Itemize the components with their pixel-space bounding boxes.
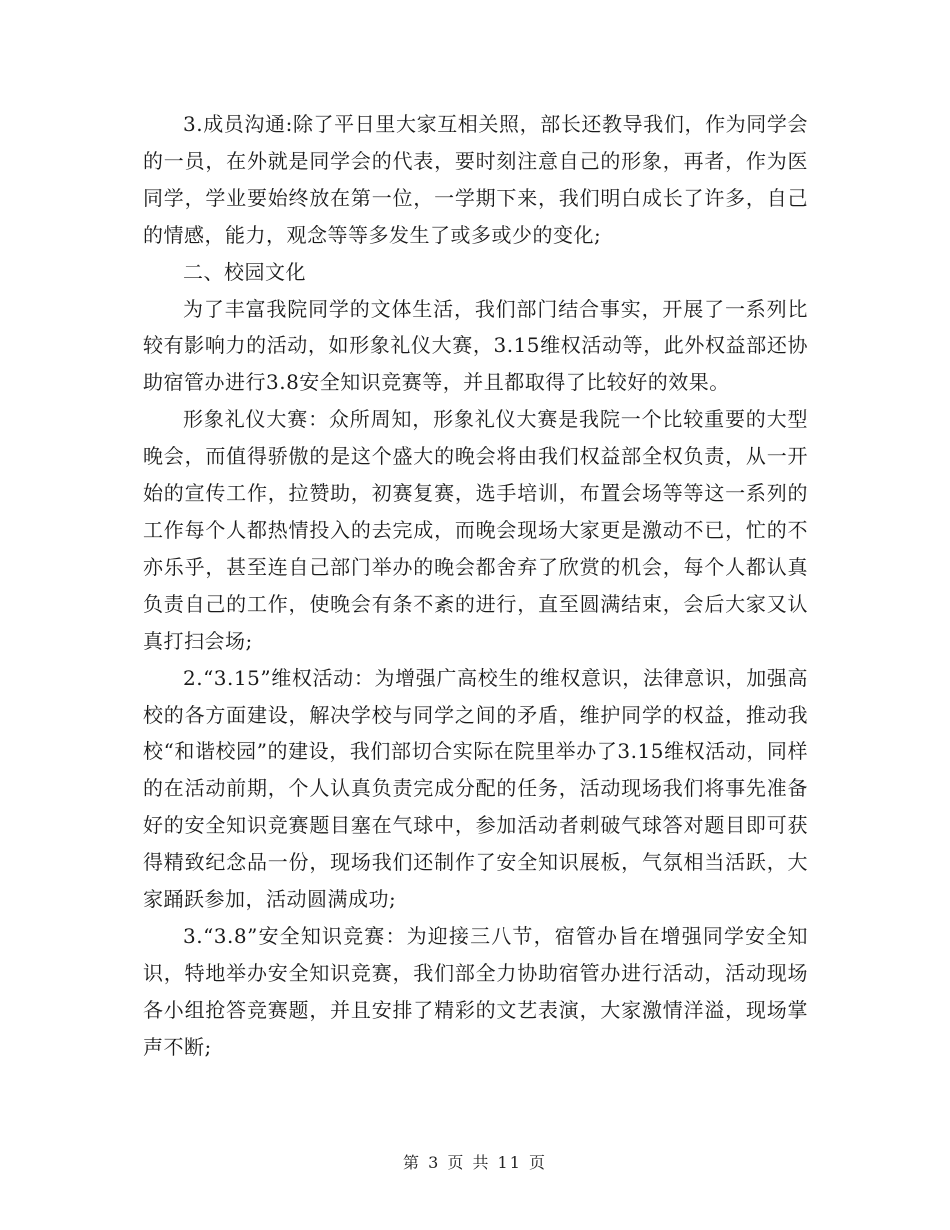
paragraph-315-rights-activity: 2.“3.15”维权活动：为增强广高校生的维权意识，法律意识，加强高校的各方面建设，解决学校与同学之间的矛盾，维护同学的权益，推动我校“和谐校园”的建设，我们部切合实际在院里举办了3.15维权活动，同样的在活动前期，个人认真负责完成分配的任务，活动现场我们将事先准备好的安全知识竞赛题目塞在气球中，参加活动者刺破气球答对题目即可获得精致纪念品一份，现场我们还制作了安全知识展板，气氛相当活跃，大家踊跃参加，活动圆满成功; bbox=[143, 665, 808, 912]
page-number-footer: 第 3 页 共 11 页 bbox=[403, 1153, 547, 1172]
paragraph-etiquette-contest: 形象礼仪大赛：众所周知，形象礼仪大赛是我院一个比较重要的大型晚会，而值得骄傲的是这个盛大的晚会将由我们权益部全权负责，从一开始的宣传工作，拉赞助，初赛复赛，选手培训，布置会场等等这一系列的工作每个人都热情投入的去完成，而晚会现场大家更是激动不已，忙的不亦乐乎，甚至连自己部门举办的晚会都舍弃了欣赏的机会，每个人都认真负责自己的工作，使晚会有条不紊的进行，直至圆满结束，会后大家又认真打扫会场; bbox=[143, 407, 808, 653]
document-body bbox=[143, 106, 808, 1066]
paragraph-member-communication: 3.成员沟通:除了平日里大家互相关照，部长还教导我们，作为同学会的一员，在外就是同学会的代表，要时刻注意自己的形象，再者，作为医同学，学业要始终放在第一位，一学期下来，我们明白成长了许多，自己的情感，能力，观念等等多发生了或多或少的变化; bbox=[143, 112, 808, 247]
section-heading-campus-culture: 二、校园文化 bbox=[183, 259, 306, 284]
paragraph-38-safety-contest: 3.“3.8”安全知识竞赛：为迎接三八节，宿管办旨在增强同学安全知识，特地举办安全知识竞赛，我们部全力协助宿管办进行活动，活动现场各小组抢答竞赛题，并且安排了精彩的文艺表演，大家激情洋溢，现场掌声不断; bbox=[143, 923, 808, 1059]
paragraph-campus-culture-intro: 为了丰富我院同学的文体生活，我们部门结合事实，开展了一系列比较有影响力的活动，如形象礼仪大赛，3.15维权活动等，此外权益部还协助宿管办进行3.8安全知识竞赛等，并且都取得了比较好的效果。 bbox=[143, 296, 808, 395]
